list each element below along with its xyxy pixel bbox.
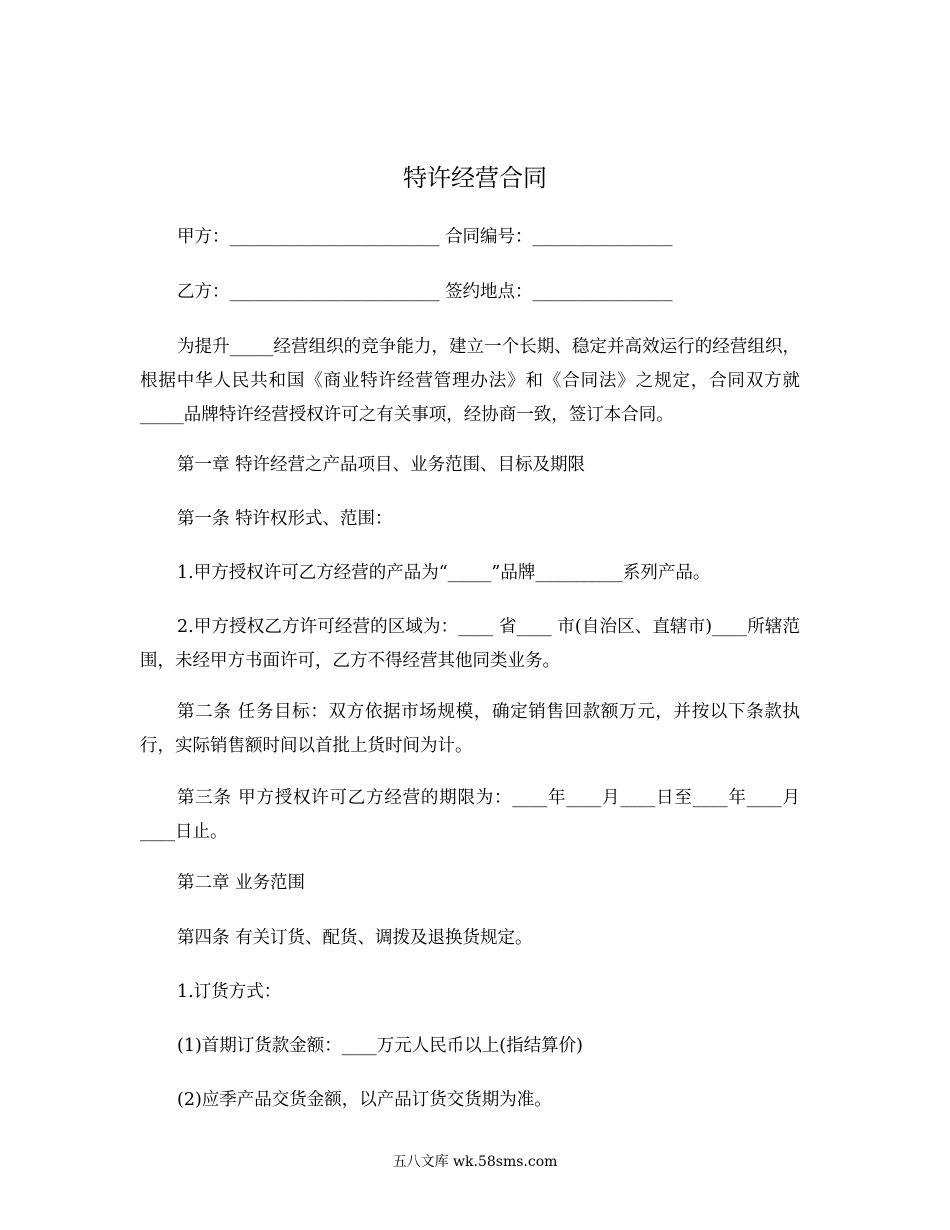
preamble-paragraph: 为提升_____经营组织的竞争能力，建立一个长期、稳定并高效运行的经营组织，根据中华人民共和国《商业特许经营管理办法》和《合同法》之规定，合同双方就_____品牌特许经营授权许可之有关事项，经协商一致，签订本合同。: [140, 337, 800, 425]
clause-1-2: 2.甲方授权乙方许可经营的区域为：____ 省____ 市(自治区、直辖市)____所辖范围，未经甲方书面许可，乙方不得经营其他同类业务。: [140, 617, 800, 671]
party-a-line: 甲方：________________________ 合同编号：________________: [177, 227, 673, 247]
chapter-1-heading: 第一章 特许经营之产品项目、业务范围、目标及期限: [177, 455, 586, 475]
article-3: 第三条 甲方授权许可乙方经营的期限为：____年____月____日至____年____月____日止。: [140, 788, 800, 842]
article-4-heading: 第四条 有关订货、配货、调拨及退换货规定。: [177, 928, 533, 948]
page-title: 特许经营合同: [403, 164, 547, 192]
ordering-method: 1.订货方式：: [177, 982, 282, 1002]
article-2: 第二条 任务目标：双方依据市场规模，确定销售回款额万元，并按以下条款执行，实际销售额时间以首批上货时间为计。: [140, 702, 800, 756]
clause-1-1: 1.甲方授权许可乙方经营的产品为“_____”品牌__________系列产品。: [177, 563, 711, 583]
ordering-item-1: (1)首期订货款金额：____万元人民币以上(指结算价): [177, 1036, 583, 1056]
party-b-line: 乙方：________________________ 签约地点：________________: [177, 282, 673, 302]
chapter-2-heading: 第二章 业务范围: [177, 873, 306, 893]
ordering-item-2: (2)应季产品交货金额，以产品订货交货期为准。: [177, 1090, 552, 1110]
page-footer: 五八文库 wk.58sms.com: [392, 1154, 558, 1170]
article-1-heading: 第一条 特许权形式、范围：: [177, 509, 393, 529]
